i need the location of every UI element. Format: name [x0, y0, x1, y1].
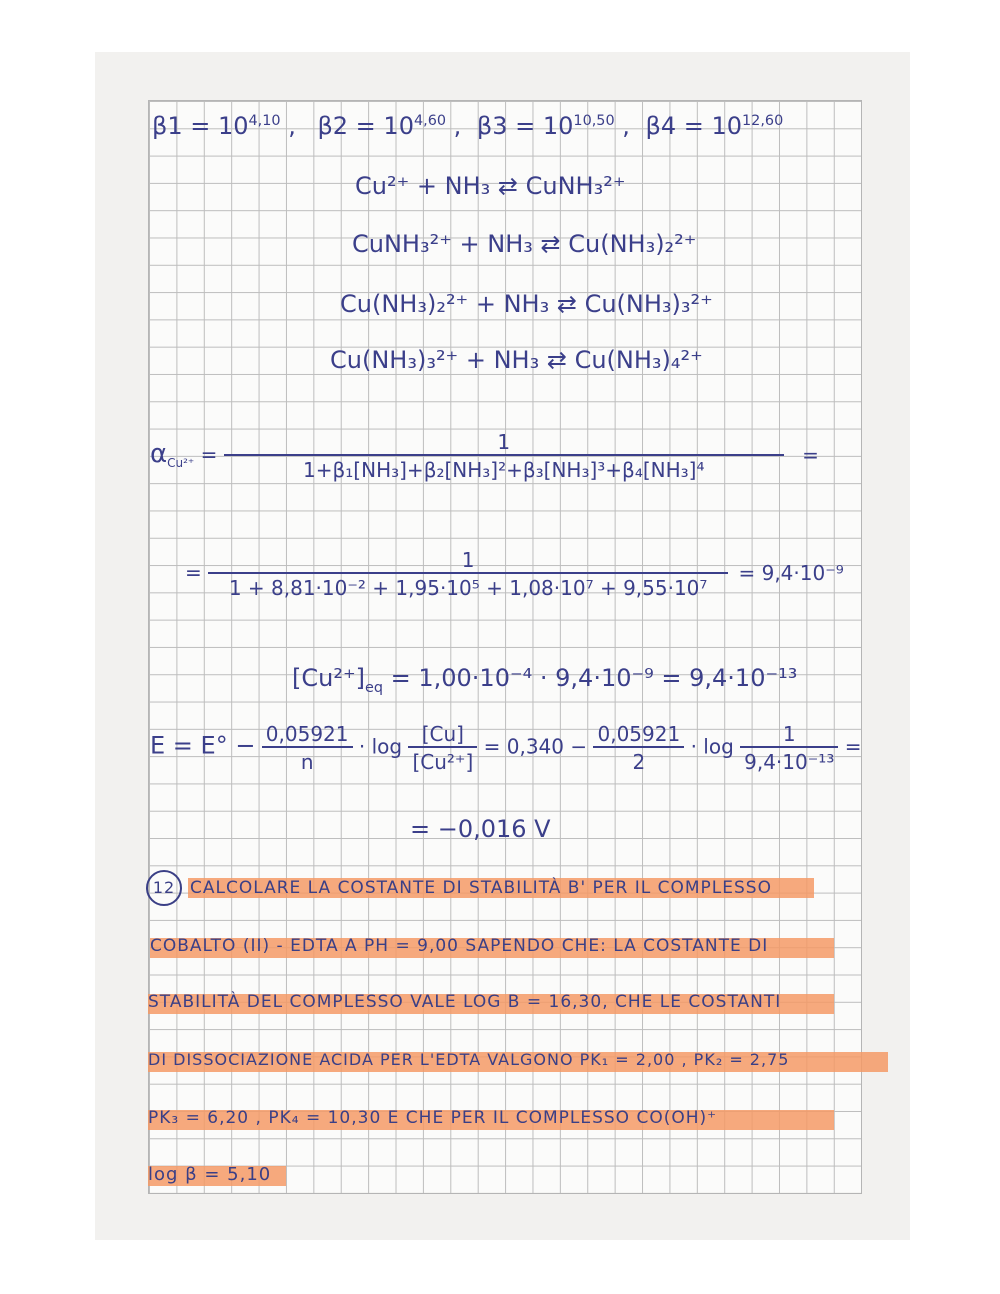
reaction-2: CuNH₃²⁺ + NH₃ ⇄ Cu(NH₃)₂²⁺ [352, 230, 697, 258]
alpha-numeric: = $\frac{1}{\text{1 + 8,81·10⁻² + 1,95·10⁵ + 1,08·10⁷ + 9,55·10⁷}}$ = 9,4·10⁻⁹ [185, 548, 844, 600]
exercise-line-4: DI DISSOCIAZIONE ACIDA PER L'EDTA VALGONO PK₁ = 2,00 , PK₂ = 2,75 [148, 1050, 790, 1069]
reaction-3: Cu(NH₃)₂²⁺ + NH₃ ⇄ Cu(NH₃)₃²⁺ [340, 290, 713, 318]
exercise-line-6: log β = 5,10 [148, 1164, 272, 1185]
cu-equilibrium: $[Cu^{2+}]_{eq} = 1,00\cdot 10^{-4} \cdot 9,4\cdot 10^{-9} = 9,4\cdot 10^{-13}$ [292, 664, 798, 696]
exercise-number: 12 [146, 870, 182, 906]
nernst-coef-2: $\frac{0,05921}{2}$ [593, 722, 684, 774]
nernst-ratio-2: $\frac{1}{\text{9,4·10⁻¹³}}$ [740, 722, 838, 774]
graph-paper-grid [148, 100, 862, 1194]
exercise-line-2: COBALTO (II) - EDTA A PH = 9,00 SAPENDO CHE: LA COSTANTE DI [150, 936, 769, 956]
beta-constants-line: $\beta 1 = 10^{4,10}$ , $\beta 2 = 10^{4,60}$ , $\beta 3 = 10^{10,50}$ , $\beta 4 = 10^{12,60}$ [152, 112, 784, 140]
reaction-4: Cu(NH₃)₃²⁺ + NH₃ ⇄ Cu(NH₃)₄²⁺ [330, 346, 703, 374]
nernst-ratio: $\frac{[Cu]}{\text{[Cu²⁺]}}$ [408, 722, 477, 774]
nernst-coef: $\frac{0,05921}{n}$ [262, 722, 353, 774]
alpha-symbol: $\alpha_{Cu^{2+}}$ [150, 438, 195, 470]
alpha-formula: $\alpha_{Cu^{2+}}$ = $\frac{1}{\text{1+β₁[NH₃]+β₂[NH₃]²+β₃[NH₃]³+β₄[NH₃]⁴}}$ = [150, 430, 819, 482]
beta-1: $\beta 1 = 10^{4,10}$ [152, 112, 281, 140]
alpha-fraction: $\frac{1}{\text{1+β₁[NH₃]+β₂[NH₃]²+β₃[NH₃]³+β₄[NH₃]⁴}}$ [224, 430, 784, 482]
reaction-1: Cu²⁺ + NH₃ ⇄ CuNH₃²⁺ [355, 172, 626, 200]
beta-3: $\beta 3 = 10^{10,50}$ [476, 112, 615, 140]
beta-4: $\beta 4 = 10^{12,60}$ [645, 112, 784, 140]
alpha-numeric-fraction: $\frac{1}{\text{1 + 8,81·10⁻² + 1,95·10⁵ + 1,08·10⁷ + 9,55·10⁷}}$ [208, 548, 728, 600]
nernst-equation: E = E° − $\frac{0,05921}{n}$ · log $\frac{[Cu]}{\text{[Cu²⁺]}}$ = 0,340 − $\frac{0,05921}{2}$ · log $\frac{1}{\text{9,4·10⁻¹³}}$ = [150, 722, 862, 774]
potential-result: = −0,016 V [410, 815, 551, 843]
exercise-line-3: STABILITÀ DEL COMPLESSO VALE LOG Β = 16,30, CHE LE COSTANTI [148, 992, 782, 1012]
exercise-line-5: PK₃ = 6,20 , PK₄ = 10,30 E CHE PER IL COMPLESSO CO(OH)⁺ [148, 1108, 718, 1128]
beta-2: $\beta 2 = 10^{4,60}$ [317, 112, 447, 140]
exercise-line-1: 12 CALCOLARE LA COSTANTE DI STABILITÀ Β' PER IL COMPLESSO [146, 870, 772, 906]
